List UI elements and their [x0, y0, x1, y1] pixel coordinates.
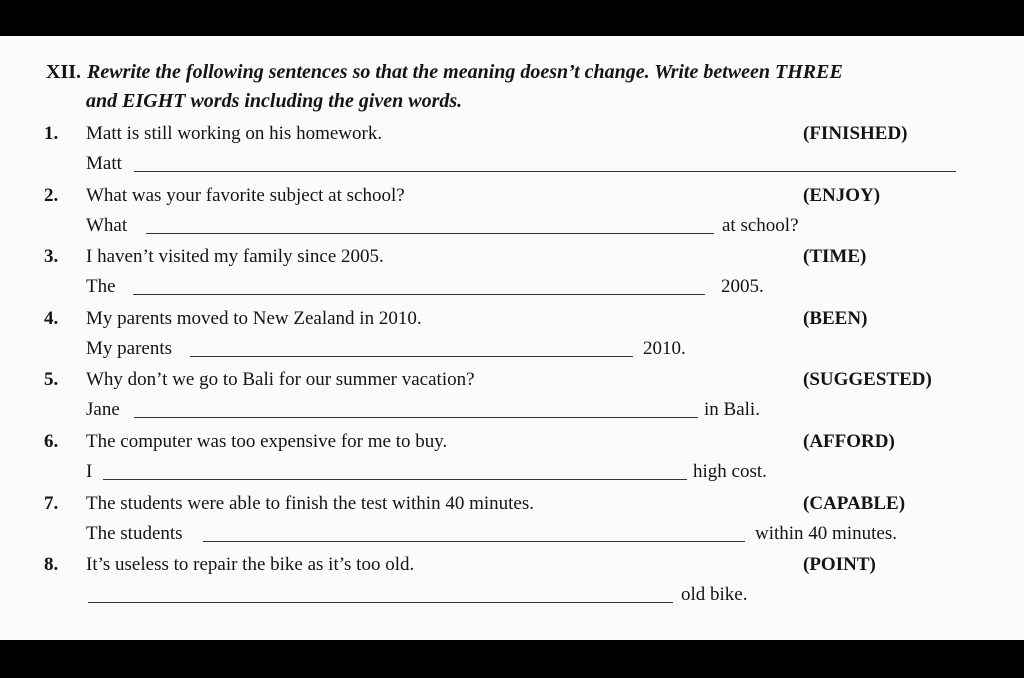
answer-start: What [86, 215, 128, 236]
answer-start: The [86, 276, 116, 297]
exercise-item-8 [0, 550, 1024, 612]
item-number: 1. [44, 123, 59, 144]
item-sentence: What was your favorite subject at school? [86, 185, 405, 206]
item-keyword: (SUGGESTED) [803, 369, 932, 390]
answer-blank[interactable] [88, 602, 673, 603]
item-number: 3. [44, 246, 59, 267]
exercise-item-2 [0, 181, 1024, 243]
item-keyword: (ENJOY) [803, 185, 881, 206]
exercise-item-1 [0, 119, 1024, 181]
answer-blank[interactable] [103, 479, 687, 480]
answer-start: The students [86, 523, 183, 544]
item-number: 2. [44, 185, 59, 206]
item-keyword: (POINT) [803, 554, 876, 575]
item-keyword: (FINISHED) [803, 123, 908, 144]
exercise-instruction [46, 58, 966, 116]
item-keyword: (CAPABLE) [803, 493, 906, 514]
item-sentence: It’s useless to repair the bike as it’s too old. [86, 554, 415, 575]
item-keyword: (TIME) [803, 246, 867, 267]
answer-blank[interactable] [203, 541, 745, 542]
item-sentence: The computer was too expensive for me to buy. [86, 431, 448, 452]
answer-blank[interactable] [190, 356, 633, 357]
exercise-item-5 [0, 365, 1024, 427]
exercise-item-3 [0, 242, 1024, 304]
answer-end: high cost. [693, 461, 767, 482]
answer-blank[interactable] [134, 417, 698, 418]
instruction-line-2: and EIGHT words including the given words. [86, 90, 463, 112]
answer-end: in Bali. [704, 399, 760, 420]
answer-blank[interactable] [146, 233, 714, 234]
item-keyword: (AFFORD) [803, 431, 895, 452]
exercise-item-4 [0, 304, 1024, 366]
item-keyword: (BEEN) [803, 308, 868, 329]
item-sentence: The students were able to finish the test within 40 minutes. [86, 493, 535, 514]
answer-end: old bike. [681, 584, 748, 605]
exercise-item-7 [0, 489, 1024, 551]
item-number: 8. [44, 554, 59, 575]
item-sentence: Matt is still working on his homework. [86, 123, 383, 144]
instruction-line-1: Rewrite the following sentences so that the meaning doesn’t change. Write between THREE [87, 61, 843, 83]
item-number: 5. [44, 369, 59, 390]
answer-start: Jane [86, 399, 120, 420]
exercise-number: XII. [46, 61, 82, 83]
exercise-item-6 [0, 427, 1024, 489]
answer-end: 2010. [643, 338, 686, 359]
worksheet-page [0, 36, 1024, 640]
answer-end: within 40 minutes. [755, 523, 897, 544]
item-number: 4. [44, 308, 59, 329]
answer-start: My parents [86, 338, 173, 359]
answer-end: at school? [722, 215, 799, 236]
answer-start: I [86, 461, 93, 482]
item-number: 6. [44, 431, 59, 452]
answer-start: Matt [86, 153, 122, 174]
answer-blank[interactable] [133, 294, 705, 295]
answer-blank[interactable] [134, 171, 956, 172]
answer-end: 2005. [721, 276, 764, 297]
item-sentence: My parents moved to New Zealand in 2010. [86, 308, 422, 329]
item-number: 7. [44, 493, 59, 514]
item-sentence: Why don’t we go to Bali for our summer vacation? [86, 369, 475, 390]
item-sentence: I haven’t visited my family since 2005. [86, 246, 384, 267]
